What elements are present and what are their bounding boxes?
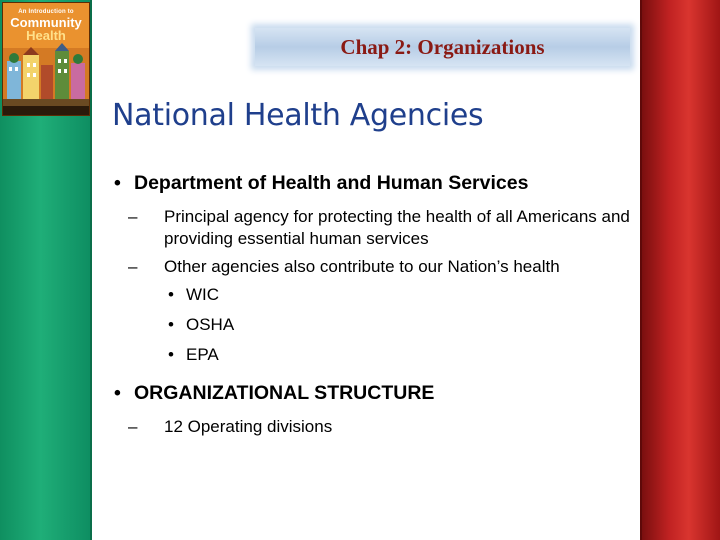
- sub-bullet-text: Principal agency for protecting the health of all Americans and providing essential human services: [164, 207, 630, 248]
- sub-bullet-item: [110, 416, 640, 438]
- book-cover-image: [2, 2, 90, 116]
- dash-icon: –: [128, 257, 138, 276]
- book-cover-footer: [3, 106, 89, 115]
- bullet-text: Department of Health and Human Services: [134, 172, 529, 194]
- bullet-icon: •: [168, 285, 174, 304]
- sub-bullet-text: Other agencies also contribute to our Nation’s health: [164, 257, 560, 276]
- chapter-title: Chap 2: Organizations: [340, 34, 545, 59]
- bullet-icon: •: [114, 382, 121, 404]
- bullet-icon: •: [168, 315, 174, 334]
- bullet-item: [110, 170, 640, 196]
- sub-sub-bullet-item: [110, 314, 640, 336]
- book-cover-line3: Health: [26, 28, 66, 43]
- bullet-icon: •: [168, 345, 174, 364]
- slide-heading: National Health Agencies: [112, 98, 484, 133]
- sub-sub-bullet-text: EPA: [186, 345, 219, 364]
- right-decorative-bar: [640, 0, 720, 540]
- sub-sub-bullet-text: OSHA: [186, 315, 235, 334]
- dash-icon: –: [128, 207, 138, 226]
- book-cover-line2: Community: [10, 15, 82, 30]
- chapter-banner: [255, 28, 630, 66]
- book-cover-title: [3, 9, 89, 42]
- sub-sub-bullet-item: [110, 344, 640, 366]
- book-cover-line1: An Introduction to: [18, 9, 74, 15]
- sub-bullet-item: [110, 206, 640, 250]
- bullet-item: [110, 380, 640, 406]
- sub-bullet-item: [110, 256, 640, 278]
- sub-sub-bullet-item: [110, 284, 640, 306]
- dash-icon: –: [128, 417, 138, 436]
- bullet-list: [110, 170, 640, 438]
- sub-sub-bullet-text: WIC: [186, 285, 220, 304]
- bullet-icon: •: [114, 172, 121, 194]
- sub-bullet-text: 12 Operating divisions: [164, 417, 333, 436]
- bullet-text: ORGANIZATIONAL STRUCTURE: [134, 382, 435, 404]
